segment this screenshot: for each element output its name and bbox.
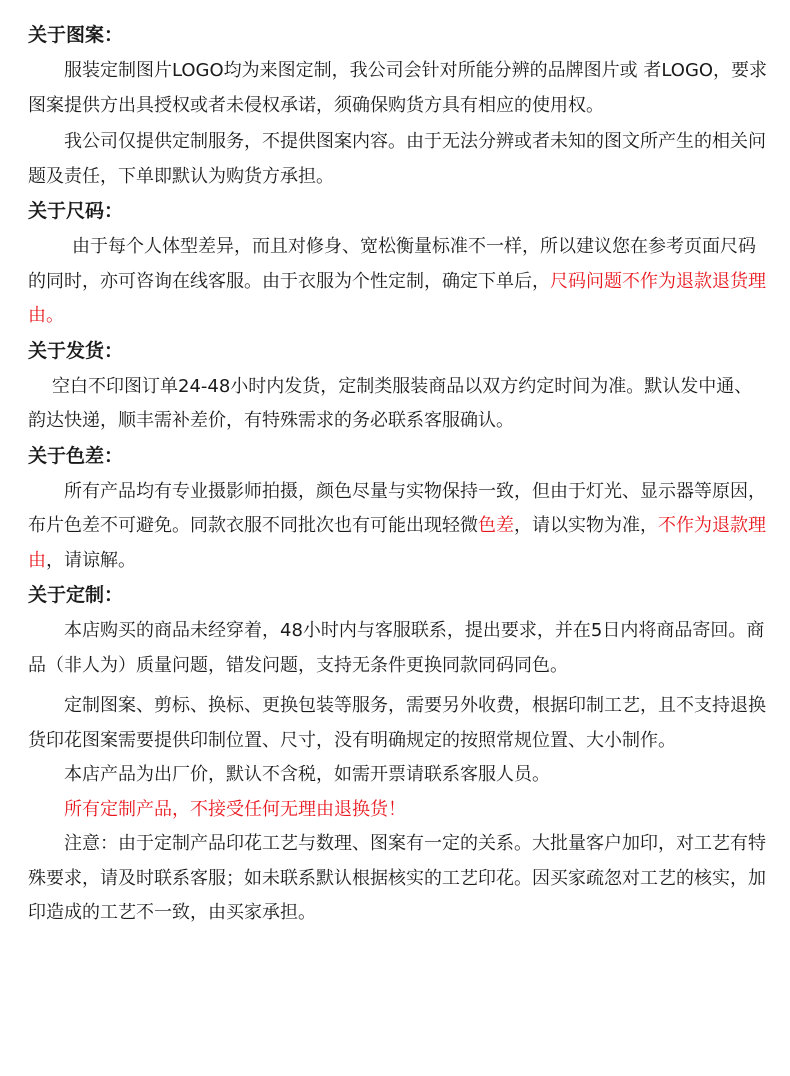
- text-run-emphasis: 色差: [478, 515, 514, 536]
- paragraph: [28, 827, 768, 931]
- section-heading: 关于发货：: [28, 339, 124, 362]
- paragraph: [28, 689, 768, 758]
- text-run: 定制图案、剪标、换标、更换包装等服务，需要另外收费，根据印制工艺，且不支持退换货印花图案需要提供印制位置、尺寸，没有明确规定的按照常规位置、大小制作。: [28, 695, 766, 751]
- text-run-emphasis: 不作为退款理由: [28, 515, 766, 571]
- section-heading: 关于尺码：: [28, 200, 124, 222]
- section-heading: 关于色差：: [28, 444, 124, 467]
- paragraph: [28, 54, 768, 123]
- text-run-emphasis: 所有定制产品，不接受任何无理由退换货！: [64, 798, 406, 820]
- paragraph: [28, 614, 768, 683]
- paragraph: [28, 230, 768, 334]
- text-run: 服装定制图片LOGO均为来图定制，我公司会针对所能分辨的品牌图片或 者LOGO，要求图案提供方出具授权或者未侵权承诺，须确保购货方具有相应的使用权。: [28, 60, 768, 116]
- text-run: 由于每个人体型差异，而且对修身、宽松衡量标准不一样，所以建议您在参考页面尺码的同时，亦可咨询在线客服。由于衣服为个性定制，确定下单后，: [28, 236, 756, 292]
- text-run: ，请谅解。: [46, 549, 136, 571]
- paragraph: [28, 125, 768, 194]
- text-run-emphasis: 尺码问题不作为退款退货理由。: [28, 270, 766, 326]
- text-run: 注意：由于定制产品印花工艺与数理、图案有一定的关系。大批量客户加印，对工艺有特殊要求，请及时联系客服；如未联系默认根据核实的工艺印花。因买家疏忽对工艺的核实，加印造成的工艺不一致，由买家承担。: [28, 833, 766, 923]
- section-size: [28, 198, 768, 334]
- paragraph: [28, 370, 768, 439]
- paragraph: [28, 758, 768, 793]
- section-heading: 关于图案：: [28, 24, 124, 46]
- section-customization: [28, 582, 768, 931]
- section-pattern: [28, 22, 768, 194]
- text-run: 本店购买的商品未经穿着，48小时内与客服联系，提出要求，并在5日内将商品寄回。商品（非人为）质量问题，错发问题，支持无条件更换同款同码同色。: [28, 620, 765, 676]
- text-run: 我公司仅提供定制服务，不提供图案内容。由于无法分辨或者未知的图文所产生的相关问题及责任，下单即默认为购货方承担。: [28, 131, 766, 187]
- paragraph: [28, 793, 768, 828]
- section-shipping: [28, 338, 768, 439]
- text-run: 空白不印图订单24-48小时内发货，定制类服装商品以双方约定时间为准。默认发中通、韵达快递，顺丰需补差价，有特殊需求的务必联系客服确认。: [28, 375, 753, 431]
- section-heading: 关于定制：: [28, 584, 124, 606]
- paragraph: [28, 475, 768, 579]
- text-run: 本店产品为出厂价，默认不含税，如需开票请联系客服人员。: [64, 764, 550, 785]
- text-run: ，请以实物为准，: [514, 515, 658, 536]
- text-run: 所有产品均有专业摄影师拍摄，颜色尽量与实物保持一致，但由于灯光、显示器等原因，布片色差不可避免。同款衣服不同批次也有可能出现轻微: [28, 480, 766, 536]
- section-color-difference: [28, 443, 768, 579]
